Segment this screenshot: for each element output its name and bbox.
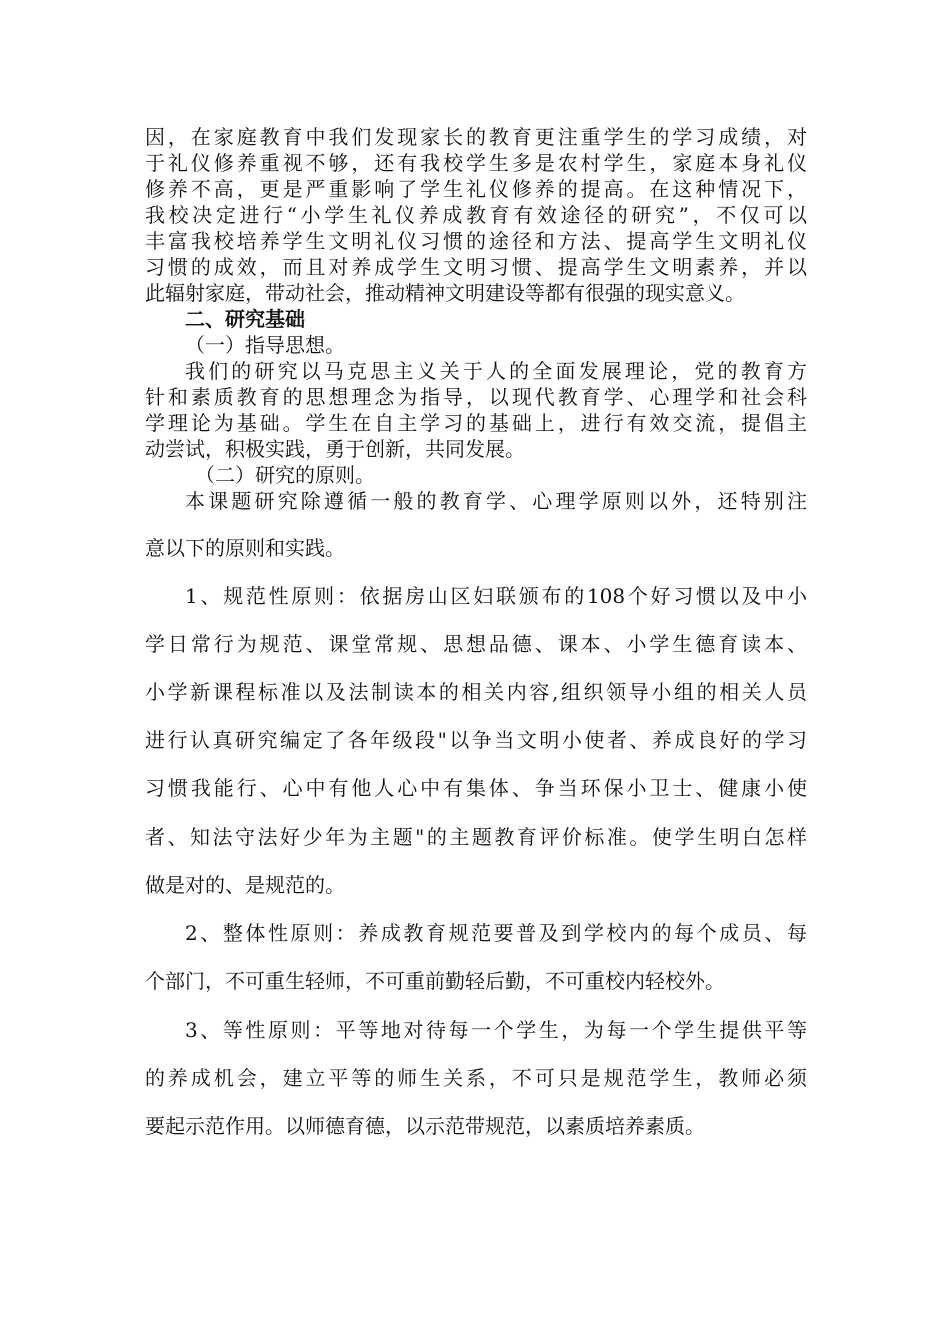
subsection-heading: （一）指导思想。 (185, 333, 345, 357)
paragraph-line: 因，在家庭教育中我们发现家长的教育更注重学生的学习成绩，对 (145, 125, 807, 149)
paragraph-line: 做是对的、是规范的。 (145, 873, 345, 897)
paragraph-line: 习惯的成效，而且对养成学生文明习惯、提高学生文明素养，并以 (145, 255, 807, 279)
paragraph-line: 3、等性原则：平等地对待每一个学生，为每一个学生提供平等 (185, 1018, 807, 1042)
paragraph-line: 此辐射家庭，带动社会，推动精神文明建设等都有很强的现实意义。 (145, 281, 745, 305)
paragraph-line: 针和素质教育的思想理念为指导，以现代教育学、心理学和社会科 (145, 385, 807, 409)
subsection-heading: （二）研究的原则。 (195, 463, 375, 487)
paragraph-line: 进行认真研究编定了各年级段"以争当文明小使者、养成良好的学习 (145, 728, 807, 752)
paragraph-line: 2、整体性原则：养成教育规范要普及到学校内的每个成员、每 (185, 921, 807, 945)
paragraph-line: 修养不高，更是严重影响了学生礼仪修养的提高。在这种情况下， (145, 177, 807, 201)
paragraph-line: 习惯我能行、心中有他人心中有集体、争当环保小卫士、健康小使 (145, 776, 807, 800)
paragraph-line: 丰富我校培养学生文明礼仪习惯的途径和方法、提高学生文明礼仪 (145, 229, 807, 253)
paragraph-line: 的养成机会，建立平等的师生关系，不可只是规范学生，教师必须 (145, 1066, 807, 1090)
paragraph-line: 动尝试，积极实践，勇于创新，共同发展。 (145, 437, 525, 461)
paragraph-line: 1、规范性原则：依据房山区妇联颁布的108个好习惯以及中小 (185, 584, 807, 608)
paragraph-line: 学理论为基础。学生在自主学习的基础上，进行有效交流，提倡主 (145, 411, 807, 435)
paragraph-line: 要起示范作用。以师德育德，以示范带规范，以素质培养素质。 (145, 1114, 705, 1138)
paragraph-line: 个部门，不可重生轻师，不可重前勤轻后勤，不可重校内轻校外。 (145, 969, 725, 993)
paragraph-line: 我们的研究以马克思主义关于人的全面发展理论，党的教育方 (185, 359, 807, 383)
paragraph-line: 意以下的原则和实践。 (145, 536, 345, 560)
paragraph-line: 我校决定进行“小学生礼仪养成教育有效途径的研究”，不仅可以 (145, 203, 807, 227)
paragraph-line: 于礼仪修养重视不够，还有我校学生多是农村学生，家庭本身礼仪 (145, 151, 807, 175)
paragraph-line: 本课题研究除遵循一般的教育学、心理学原则以外，还特别注 (185, 489, 807, 513)
paragraph-line: 小学新课程标准以及法制读本的相关内容,组织领导小组的相关人员 (145, 680, 807, 704)
paragraph-line: 者、知法守法好少年为主题"的主题教育评价标准。使学生明白怎样 (145, 825, 807, 849)
paragraph-line: 学日常行为规范、课堂常规、思想品德、课本、小学生德育读本、 (145, 632, 807, 656)
section-heading: 二、研究基础 (185, 307, 305, 331)
